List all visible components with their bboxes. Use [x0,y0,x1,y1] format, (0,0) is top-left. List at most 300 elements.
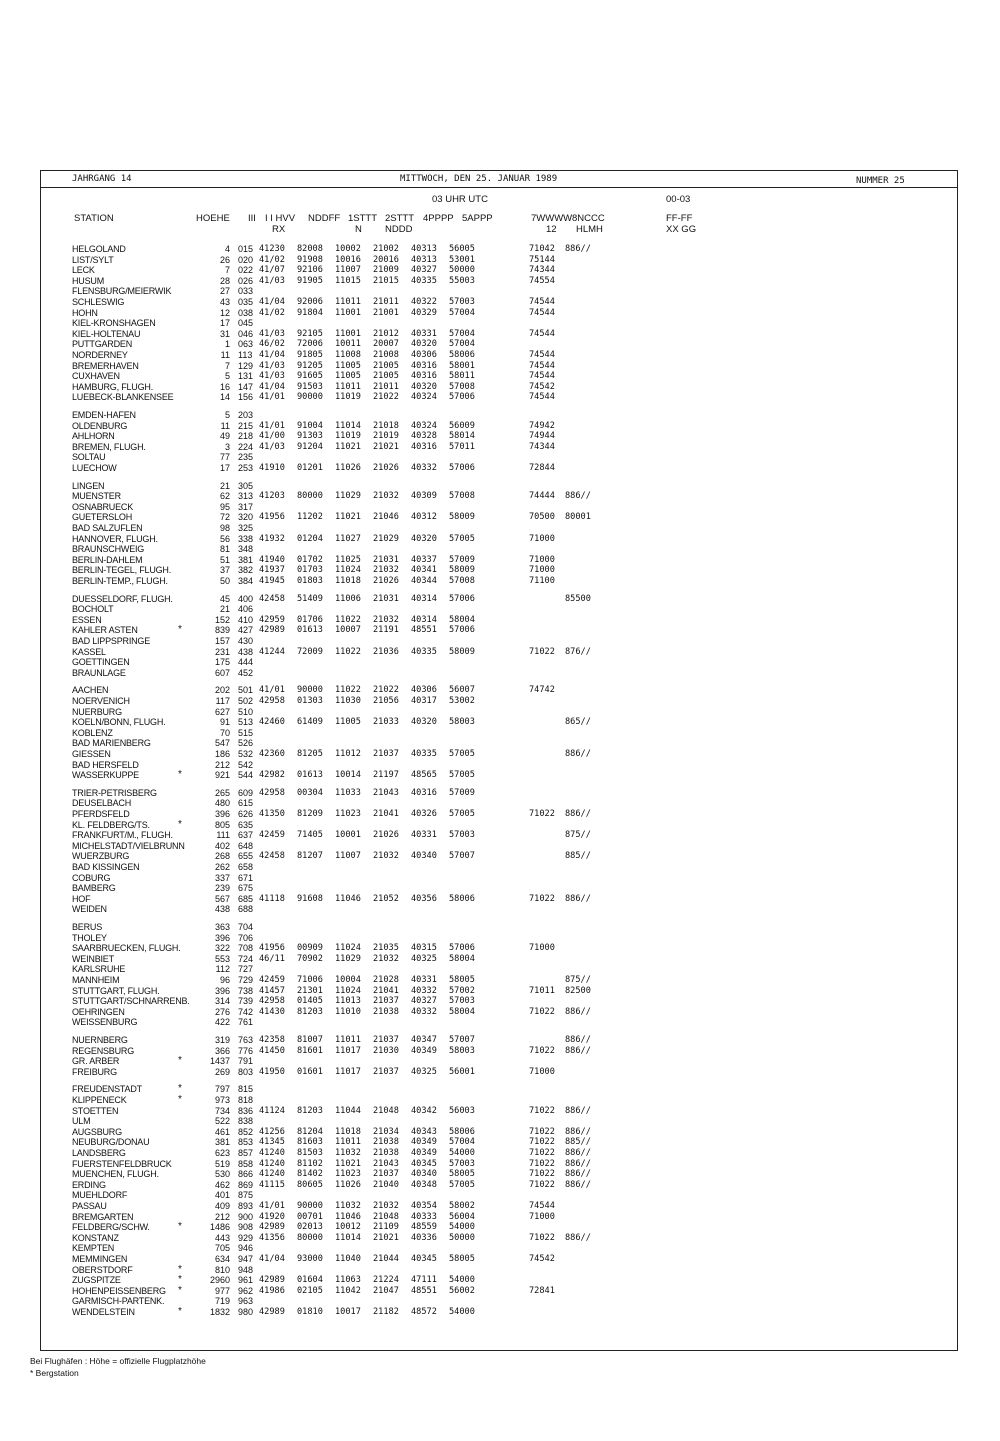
table-row [0,481,1000,492]
group-tendency: 54000 [449,1148,475,1158]
station-height: 231 [214,646,230,657]
group-weather: 71022 [529,1158,555,1169]
table-row [0,565,1000,576]
group-temp: 10007 [335,625,361,636]
group-pressure: 40336 [411,1232,437,1243]
group-cloud: 886// [565,1126,591,1137]
col-group7: 7WWWW [531,213,573,224]
group-dew: 21044 [373,1254,399,1264]
group-weather: 71042 [529,244,555,254]
group-pressure: 40328 [411,431,437,442]
group-ixhvv: 41956 [259,512,285,523]
station-id: 502 [238,696,254,706]
station-name: SAARBRUECKEN, FLUGH. [72,943,181,954]
group-pressure: 40354 [411,1201,437,1211]
group-pressure: 40313 [411,244,437,254]
group-dew: 21037 [373,996,399,1007]
group-nddff: 93000 [297,1254,323,1264]
group-weather: 71000 [529,1211,555,1222]
station-height: 839 [214,625,230,636]
station-name: BERUS [72,922,103,932]
group-cloud: 885// [565,851,591,862]
group-nddff: 90000 [297,392,323,403]
station-id: 729 [238,975,254,985]
station-name: BAD MARIENBERG [72,738,151,749]
station-height: 111 [216,830,230,841]
station-id: 980 [238,1307,254,1317]
station-name: PUTTGARDEN [72,339,133,350]
group-ixhvv: 41937 [259,565,285,576]
table-row [0,491,1000,502]
station-id: 427 [238,625,254,636]
table-row [0,308,1000,319]
group-ixhvv: 41240 [259,1148,285,1158]
station-height: 186 [214,749,230,759]
station-id: 739 [238,996,254,1007]
group-temp: 11021 [335,1158,361,1169]
group-pressure: 40329 [411,307,437,318]
table-row [0,329,1000,340]
station-height: 95 [219,501,230,512]
group-ixhvv: 41/01 [259,1201,285,1211]
group-ixhvv: 41/03 [259,371,285,382]
group-dew: 21026 [373,463,399,473]
table-row [0,647,1000,658]
group-nddff: 00701 [297,1211,323,1222]
table-row [0,1265,1000,1276]
group-ixhvv: 41/01 [259,420,285,431]
group-ixhvv: 41/04 [259,297,285,307]
table-row [0,1296,1000,1307]
group-temp: 11027 [335,533,361,544]
group-tendency: 56002 [449,1285,475,1296]
station-name: LANDSBERG [72,1148,126,1158]
station-height: 1437 [209,1056,230,1067]
group-tendency: 58004 [449,953,475,964]
station-name: MUENCHEN, FLUGH. [72,1169,159,1180]
group-tendency: 57005 [449,749,475,759]
group-ixhvv: 41/04 [259,350,285,360]
group-nddff: 01810 [297,1307,323,1317]
table-row [0,1254,1000,1265]
station-name: WUERZBURG [72,851,130,862]
table-row [0,1095,1000,1106]
group-ixhvv: 42958 [259,996,285,1007]
table-row [0,1307,1000,1318]
group-cloud: 886// [565,893,591,904]
group-nddff: 00304 [297,787,323,798]
group-dew: 21031 [373,593,399,604]
station-name: KLIPPENECK [72,1095,127,1105]
group-nddff: 11202 [297,512,323,523]
table-row [0,361,1000,372]
group-dew: 21031 [373,554,399,565]
table-row [0,728,1000,739]
table-row [0,1017,1000,1028]
station-name: DUESSELDORF, FLUGH. [72,593,173,604]
group-pressure: 40349 [411,1045,437,1056]
footnote-mountain: * Bergstation [30,1368,79,1378]
group-weather: 71022 [529,1126,555,1137]
group-nddff: 01204 [297,533,323,544]
group-pressure: 40324 [411,420,437,431]
station-height: 202 [214,685,230,696]
group-ixhvv: 41345 [259,1137,285,1148]
col-group1-sub: RX [272,224,286,235]
table-row [0,1169,1000,1180]
station-id: 658 [238,862,254,872]
group-tendency: 58005 [449,975,475,985]
group-dew: 21032 [373,565,399,576]
group-tendency: 57004 [449,1137,475,1148]
station-height: 269 [214,1066,230,1077]
group-nddff: 81102 [297,1158,323,1169]
group-temp: 11032 [335,1148,361,1158]
station-name: EMDEN-HAFEN [72,410,136,420]
group-nddff: 81203 [297,1006,323,1017]
table-row [0,749,1000,760]
group-dew: 21030 [373,1045,399,1056]
group-pressure: 40335 [411,749,437,759]
station-name: MEMMINGEN [72,1254,128,1264]
table-row [0,544,1000,555]
group-temp: 11022 [335,646,361,657]
station-height: 422 [214,1017,230,1028]
station-height: 438 [214,904,230,915]
station-name: BREMERHAVEN [72,360,139,371]
station-height: 1 [224,339,230,350]
station-height: 62 [219,491,230,502]
group-tendency: 56001 [449,1066,475,1077]
station-name: WEINBIET [72,953,114,964]
station-name: CUXHAVEN [72,371,120,382]
group-dew: 21048 [373,1105,399,1116]
group-dew: 20007 [373,339,399,350]
group-dew: 21002 [373,244,399,254]
group-tendency: 58011 [449,371,475,382]
table-row [0,798,1000,809]
station-height: 401 [214,1190,230,1201]
station-name: GUETERSLOH [72,512,133,523]
station-height: 462 [214,1179,230,1190]
station-height: 72 [219,512,230,523]
group-temp: 11011 [335,1137,361,1148]
table-row [0,841,1000,852]
group-ixhvv: 42458 [259,851,285,862]
station-height: 50 [219,576,230,586]
station-height: 157 [214,636,230,646]
group-pressure: 40313 [411,254,437,265]
table-row [0,696,1000,707]
group-tendency: 57004 [449,307,475,318]
station-height: 530 [214,1169,230,1180]
group-ixhvv: 41932 [259,533,285,544]
group-ixhvv: 41/03 [259,275,285,286]
table-row [0,431,1000,442]
station-id: 325 [238,523,254,533]
table-row [0,512,1000,523]
station-height: 12 [219,307,230,318]
station-id: 704 [238,922,254,932]
station-height: 16 [219,381,230,392]
station-id: 738 [238,985,254,996]
station-height: 443 [214,1232,230,1243]
station-height: 112 [215,964,230,975]
group-ixhvv: 41356 [259,1232,285,1243]
group-ixhvv: 41945 [259,576,285,586]
group-dew: 21037 [373,1035,399,1045]
group-temp: 11024 [335,985,361,996]
group-tendency: 57005 [449,533,475,544]
table-row [0,1067,1000,1078]
group-temp: 11007 [335,265,361,276]
group-temp: 11010 [335,1006,361,1017]
group-temp: 11042 [335,1285,361,1296]
table-row [0,685,1000,696]
group-nddff: 01604 [297,1275,323,1286]
table-row [0,625,1000,636]
group-dew: 21041 [373,809,399,819]
group-tendency: 57005 [449,809,475,819]
group-ixhvv: 41956 [259,943,285,954]
table-row [0,770,1000,781]
station-name: SOLTAU [72,452,106,463]
station-id: 224 [238,441,254,452]
station-id: 875 [238,1190,254,1201]
group-tendency: 57007 [449,1035,475,1045]
group-temp: 11014 [335,1232,361,1243]
group-tendency: 56005 [449,244,475,254]
station-id: 615 [238,798,254,809]
station-id: 706 [238,932,254,943]
group-pressure: 40335 [411,646,437,657]
station-id: 791 [238,1056,254,1067]
group-temp: 11046 [335,1211,361,1222]
group-dew: 21029 [373,533,399,544]
group-weather: 71022 [529,1179,555,1190]
station-id: 776 [238,1045,254,1056]
group-dew: 21005 [373,371,399,382]
col-iii: III [248,213,256,224]
station-name: BREMGARTEN [72,1211,134,1222]
station-height: 3 [224,441,230,452]
group-tendency: 57003 [449,297,475,307]
group-nddff: 71006 [297,975,323,985]
group-tendency: 57006 [449,593,475,604]
table-row [0,442,1000,453]
group-pressure: 40332 [411,985,437,996]
group-weather: 71000 [529,554,555,565]
group-weather: 74344 [529,265,555,276]
col-hoehe: HOEHE [196,213,230,224]
station-height: 31 [219,328,230,339]
group-dew: 21026 [373,576,399,586]
table-row [0,244,1000,255]
station-name: GARMISCH-PARTENK. [72,1296,165,1307]
station-height: 977 [214,1285,230,1296]
group-ixhvv: 41118 [259,893,285,904]
station-height: 705 [214,1243,230,1254]
group-ixhvv: 42989 [259,1307,285,1317]
group-pressure: 40314 [411,614,437,625]
station-name: HOHENPEISSENBERG [72,1285,166,1296]
group-nddff: 01405 [297,996,323,1007]
station-height: 797 [214,1084,230,1095]
group-pressure: 40325 [411,953,437,964]
group-dew: 21034 [373,1126,399,1137]
group-weather: 71022 [529,893,555,904]
group-cloud: 886// [565,1148,591,1158]
group-weather: 74742 [529,685,555,696]
mountain-marker: * [178,1263,182,1275]
station-id: 858 [238,1158,254,1169]
mountain-marker: * [178,1274,182,1286]
table-row [0,904,1000,915]
station-height: 5 [224,410,230,420]
group-weather: 71022 [529,1137,555,1148]
group-pressure: 40332 [411,1006,437,1017]
station-name: AACHEN [72,685,109,696]
station-id: 400 [238,593,254,604]
table-row [0,986,1000,997]
group-weather: 71022 [529,1105,555,1116]
group-tendency: 57009 [449,787,475,798]
station-height: 402 [214,840,230,851]
station-id: 532 [238,749,254,759]
group-ixhvv: 41/03 [259,360,285,371]
group-temp: 10016 [335,254,361,265]
table-row [0,1222,1000,1233]
group-tendency: 50000 [449,265,475,276]
group-pressure: 40356 [411,893,437,904]
group-pressure: 40340 [411,851,437,862]
col-group8: 8NCCC [572,213,605,224]
group-dew: 21028 [373,975,399,985]
station-name: DEUSELBACH [72,798,132,809]
group-nddff: 02105 [297,1285,323,1296]
group-nddff: 81603 [297,1137,323,1148]
group-ixhvv: 41457 [259,985,285,996]
station-name: NOERVENICH [72,696,130,706]
group-weather: 71000 [529,533,555,544]
station-name: TRIER-PETRISBERG [72,787,157,798]
station-id: 338 [238,533,254,544]
station-id: 818 [238,1095,254,1105]
station-name: KASSEL [72,646,106,657]
station-name: BAD LIPPSPRINGE [72,636,151,646]
group-temp: 11023 [335,1169,361,1180]
station-height: 21 [219,480,230,491]
group-tendency: 58003 [449,717,475,728]
station-id: 963 [238,1296,254,1307]
group-pressure: 40343 [411,1126,437,1137]
station-id: 384 [238,576,254,586]
station-height: 49 [219,431,230,442]
group-temp: 11029 [335,491,361,502]
group-cloud: 80001 [565,512,591,523]
station-name: NEUBURG/DONAU [72,1137,150,1148]
group-dew: 21035 [373,943,399,954]
group-pressure: 40326 [411,809,437,819]
station-name: THOLEY [72,932,107,943]
station-id: 156 [238,392,254,403]
group-temp: 11017 [335,1066,361,1077]
col-group8-sub: HLMH [576,224,603,235]
station-height: 96 [219,975,230,985]
station-height: 734 [214,1105,230,1116]
station-id: 637 [238,830,254,841]
station-id: 908 [238,1222,254,1233]
station-id: 836 [238,1105,254,1116]
group-pressure: 40331 [411,975,437,985]
group-temp: 11001 [335,328,361,339]
group-weather: 74554 [529,275,555,286]
table-row [0,286,1000,297]
station-height: 607 [214,667,230,678]
station-height: 519 [214,1158,230,1169]
table-row [0,604,1000,615]
group-ixhvv: 41240 [259,1169,285,1180]
station-id: 857 [238,1148,254,1158]
mountain-marker: * [178,1306,182,1317]
group-pressure: 40314 [411,593,437,604]
group-ixhvv: 42458 [259,593,285,604]
group-pressure: 48565 [411,770,437,781]
station-name: LUEBECK-BLANKENSEE [72,392,174,403]
group-weather: 71022 [529,1006,555,1017]
col-group1: I I HVV [265,213,296,224]
group-weather: 74544 [529,360,555,371]
table-row [0,382,1000,393]
table-row [0,1275,1000,1286]
station-name: WEIDEN [72,904,107,915]
group-ixhvv: 42982 [259,770,285,781]
group-temp: 11033 [335,787,361,798]
group-temp: 10002 [335,244,361,254]
group-temp: 11015 [335,275,361,286]
station-id: 033 [238,286,254,297]
group-ixhvv: 41920 [259,1211,285,1222]
group-weather: 75144 [529,254,555,265]
station-id: 305 [238,480,254,491]
table-row [0,350,1000,361]
station-id: 348 [238,544,254,555]
station-id: 671 [238,872,254,883]
station-name: ESSEN [72,614,102,625]
station-name: LECK [72,265,95,276]
station-height: 77 [219,452,230,463]
group-nddff: 72006 [297,339,323,350]
station-id: 035 [238,297,254,307]
group-nddff: 01706 [297,614,323,625]
group-ixhvv: 41/04 [259,381,285,392]
station-name: HELGOLAND [72,244,126,254]
group-temp: 11022 [335,685,361,696]
station-name: STUTTGART/SCHNARRENB. [72,996,190,1007]
col-group9-sub: XX GG [666,224,697,235]
group-ixhvv: 41244 [259,646,285,657]
group-tendency: 57005 [449,1179,475,1190]
group-temp: 11001 [335,307,361,318]
table-row [0,809,1000,820]
group-cloud: 875// [565,830,591,841]
station-height: 319 [214,1035,230,1045]
station-id: 742 [238,1006,254,1017]
table-row [0,502,1000,513]
station-name: BAD HERSFELD [72,759,139,770]
mountain-marker: * [178,769,182,781]
station-id: 235 [238,452,254,463]
